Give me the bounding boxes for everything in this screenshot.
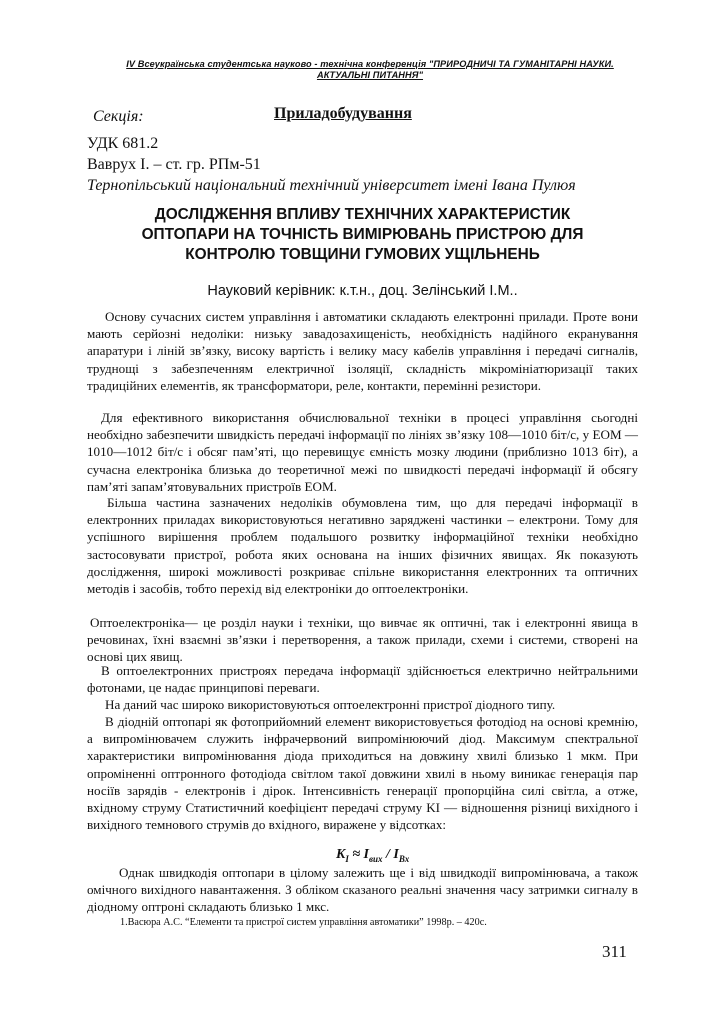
reference-footnote: 1.Васюра А.С. “Елементи та пристрої систем управління автоматики” 1998р. – 420с. <box>120 917 487 928</box>
section-label: Секція: <box>93 108 144 125</box>
scientific-supervisor: Науковий керівник: к.т.н., доц. Зелінський І.М.. <box>207 283 518 299</box>
paragraph-5: В оптоелектронних пристроях передача інформації здійснюється електрично нейтральними фотонами, це надає принципові переваги. <box>87 663 638 696</box>
formula-op: ≈ <box>348 847 364 862</box>
formula-div: / <box>382 847 394 862</box>
author: Ваврух І. – ст. гр. РПм-51 <box>87 156 261 173</box>
page-number: 311 <box>602 942 627 961</box>
paragraph-6: На даний час широко використовуються оптоелектронні пристрої діодного типу. <box>105 697 556 712</box>
formula-lhs: K <box>336 847 346 862</box>
udk-code: УДК 681.2 <box>87 135 159 152</box>
conference-header-line-2: АКТУАЛЬНІ ПИТАННЯ" <box>316 70 424 80</box>
paper-title-line-2: ОПТОПАРИ НА ТОЧНІСТЬ ВИМІРЮВАНЬ ПРИСТРОЮ ДЛЯ <box>141 226 584 243</box>
formula-den-sub: Вх <box>398 853 410 864</box>
paragraph-3: Більша частина зазначених недоліків обумовлена тим, що для передачі інформації в електронних приладах використовуються негативно заряджені частинки – електрони. Тому для успішного вирішення проблем подальшого розвитку інформаційної техніки необхідно застосовувати пристрої, робота яких основана на інших фізичних явищах. Як показують дослідження, широкі можливості розкриває спільне використання електронних та оптичних методів і засобів, тобто перехід від електроніки до оптоелектроніки. <box>87 495 638 597</box>
paper-title-line-3: КОНТРОЛЮ ТОВЩИНИ ГУМОВИХ УЩІЛЬНЕНЬ <box>185 246 540 263</box>
section-name: Приладобудування <box>274 105 412 122</box>
paper-title-line-1: ДОСЛІДЖЕННЯ ВПЛИВУ ТЕХНІЧНИХ ХАРАКТЕРИСТИК <box>154 206 571 223</box>
paragraph-7: В діодній оптопарі як фотоприйомний елемент використовується фотодіод на основі кремнію, а випромінювачем служить інфрачервоний випромінюючий діод. Максимум спектральної характеристики випромінювання діода приходиться на довжину хвилі близько 1 мкм. При опроміненні оптронного фотодіода світлом такої довжини хвилі в ньому виникає генерація пар носіїв зарядів - електронів і дірок. Інтенсивність генерації пропорційна силі світла, а отже, вхідному струму Статистичний коефіцієнт передачі струму KI — відношення різниці вихідного і вихідного темнового струмів до вхідного, виражене у відсотках: <box>87 714 638 833</box>
paragraph-4: Оптоелектроніка— це розділ науки і техніки, що вивчає як оптичні, так і електронні явища в речовинах, їхні взаємні зв’язки і перетворення, а також прилади, схеми і системи, створені на основі цих явищ. <box>87 615 638 665</box>
formula-num: I <box>363 847 369 862</box>
formula-den: I <box>393 847 399 862</box>
conference-header-line-1: IV Всеукраїнська студентська науково - технічна конференція "ПРИРОДНИЧІ ТА ГУМАНІТАРНІ НАУКИ. <box>126 59 614 69</box>
paragraph-8: Однак швидкодія оптопари в цілому залежить ще і від швидкодії випромінювача, а також омічного вихідного навантаження. З обліком сказаного реальні значення часу затримки сигналу в діодному оптроні складають близько 1 мкс. <box>87 865 638 915</box>
formula-lhs-sub: I <box>345 853 349 864</box>
formula-num-sub: вих <box>369 853 383 864</box>
affiliation: Тернопільський національний технічний університет імені Івана Пулюя <box>87 177 576 194</box>
paragraph-2: Для ефективного використання обчислювальної техніки в процесі управління сьогодні необхідно забезпечити швидкість передачі інформації по лініях зв’язку 108—1010 біт/с, у ЕОМ — 1010—1012 біт/с і обсяг пам’яті, що перевищує ємність мозку людини (приблизно 1013 біт), а сучасна електроніка близька до теоретичної межі по швидкості передачі інформації й обсягу пам’яті запам’ятовувальних пристроїв ЕОМ. <box>87 410 638 494</box>
paragraph-1: Основу сучасних систем управління і автоматики складають електронні прилади. Проте вони мають серйозні недоліки: низьку завадозахищеність, необхідність надійного екранування апаратури і ліній зв’язку, високу вартість і велику масу кабелів управління і передачі сигналів, труднощі з забезпеченням електричної ізоляції, складність мікромініатюризації таких традиційних елементів, як трансформатори, реле, контакти, перемінні резистори. <box>87 309 638 393</box>
